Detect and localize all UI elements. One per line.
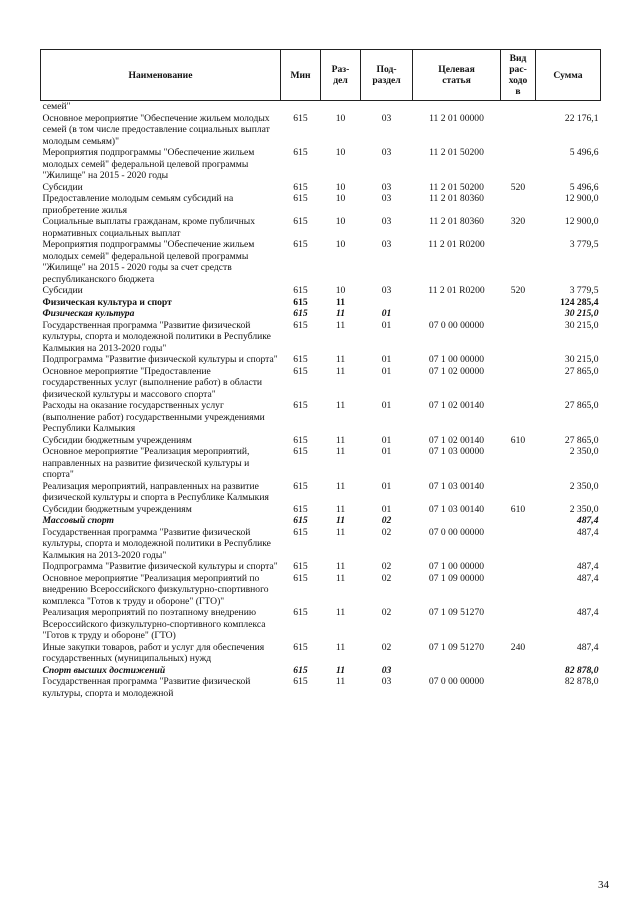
cell-sum: 2 350,0 xyxy=(569,480,599,492)
cell-name: Субсидии xyxy=(42,285,83,296)
cell-razdel: 11 xyxy=(335,515,346,526)
cell-podrazdel: 03 xyxy=(381,193,392,204)
header-name-text: Наименование xyxy=(128,69,193,81)
table-row xyxy=(41,297,601,309)
cell-statya: 11 2 01 R0200 xyxy=(428,285,485,296)
cell-sum: 487,4 xyxy=(576,572,599,584)
cell-razdel: 11 xyxy=(335,572,346,584)
cell-min: 615 xyxy=(293,285,308,296)
cell-razdel: 11 xyxy=(335,503,346,515)
table-row xyxy=(41,676,601,699)
cell-vid xyxy=(501,573,536,608)
table-row xyxy=(41,561,601,573)
table-row xyxy=(41,147,601,182)
cell-podrazdel: 02 xyxy=(381,561,392,572)
cell-sum: 124 285,4 xyxy=(560,296,599,308)
cell-sum: 27 865,0 xyxy=(564,400,599,411)
cell-statya: 11 2 01 80360 xyxy=(429,193,484,204)
header-sum xyxy=(536,50,601,101)
page-number: 34 xyxy=(598,879,609,891)
table-row xyxy=(41,354,601,366)
cell-vid xyxy=(501,527,536,562)
cell-min: 615 xyxy=(293,676,308,687)
cell-razdel: 11 xyxy=(335,434,346,446)
cell-min: 615 xyxy=(293,434,308,446)
cell-statya xyxy=(413,308,501,320)
cell-sum: 82 878,0 xyxy=(564,664,599,676)
cell-razdel: 11 xyxy=(335,296,346,308)
cell-vid: 610 xyxy=(510,434,526,446)
header-podrazdel xyxy=(361,50,413,101)
table-header-row xyxy=(41,50,601,101)
cell-name: Массовый спорт xyxy=(42,515,114,526)
cell-name: семей" xyxy=(42,101,71,112)
table-row xyxy=(41,366,601,401)
cell-sum: 22 176,1 xyxy=(564,112,599,124)
cell-statya: 11 2 01 00000 xyxy=(429,112,484,124)
cell-name: Иные закупки товаров, работ и услуг для обеспечения государственных (муниципальных) нужд xyxy=(42,641,265,664)
cell-sum: 30 215,0 xyxy=(564,354,599,365)
table-row xyxy=(41,481,601,504)
cell-statya: 07 1 03 00140 xyxy=(428,480,485,492)
cell-sum: 487,4 xyxy=(576,561,599,572)
cell-statya: 11 2 01 50200 xyxy=(429,181,484,193)
cell-podrazdel: 01 xyxy=(381,354,392,365)
cell-sum: 12 900,0 xyxy=(564,216,599,227)
cell-razdel: 11 xyxy=(335,354,346,365)
table-row xyxy=(41,607,601,642)
cell-statya: 07 1 03 00140 xyxy=(428,503,485,515)
cell-razdel: 10 xyxy=(335,239,346,250)
cell-name: Государственная программа "Развитие физической культуры, спорта и молодежной политики в Республике Калмыкия на 2013-2020 годы" xyxy=(42,319,271,354)
cell-podrazdel xyxy=(361,297,413,309)
cell-name: Субсидии xyxy=(42,181,83,193)
cell-sum: 2 350,0 xyxy=(569,503,599,515)
cell-sum: 30 215,0 xyxy=(564,308,599,319)
cell-vid xyxy=(501,561,536,573)
cell-sum: 487,4 xyxy=(576,526,599,538)
table-row xyxy=(41,665,601,677)
cell-sum: 12 900,0 xyxy=(564,193,599,204)
table-row xyxy=(41,642,601,665)
cell-razdel: 10 xyxy=(335,147,346,158)
cell-podrazdel: 01 xyxy=(381,503,392,515)
cell-sum: 30 215,0 xyxy=(564,319,599,331)
cell-podrazdel: 01 xyxy=(381,446,392,457)
cell-statya: 11 2 01 50200 xyxy=(429,147,484,158)
cell-razdel: 10 xyxy=(335,285,346,296)
cell-podrazdel: 02 xyxy=(381,515,392,526)
cell-razdel: 11 xyxy=(335,607,346,618)
table-row xyxy=(41,308,601,320)
table-row xyxy=(41,193,601,216)
cell-podrazdel: 03 xyxy=(381,664,392,676)
cell-statya xyxy=(413,297,501,309)
cell-statya xyxy=(413,665,501,677)
cell-sum: 2 350,0 xyxy=(569,446,599,457)
table-row xyxy=(41,515,601,527)
cell-min: 615 xyxy=(293,446,308,457)
table-row xyxy=(41,446,601,481)
cell-vid: 240 xyxy=(510,641,526,653)
table-row xyxy=(41,182,601,194)
cell-name: Спорт высших достижений xyxy=(42,664,166,676)
cell-podrazdel: 01 xyxy=(381,365,392,377)
cell-vid xyxy=(501,147,536,182)
cell-razdel: 11 xyxy=(335,561,346,572)
cell-min xyxy=(281,101,321,113)
cell-min: 615 xyxy=(293,239,308,250)
cell-podrazdel: 03 xyxy=(381,147,392,158)
cell-vid xyxy=(501,665,536,677)
cell-statya xyxy=(413,101,501,113)
cell-sum xyxy=(536,101,601,113)
header-name xyxy=(41,50,281,101)
cell-podrazdel: 03 xyxy=(381,216,392,227)
cell-min: 615 xyxy=(293,319,308,331)
cell-vid xyxy=(501,354,536,366)
cell-razdel: 11 xyxy=(335,480,346,492)
table-row xyxy=(41,101,601,113)
header-sum-text: Сумма xyxy=(553,69,583,81)
cell-razdel: 11 xyxy=(335,400,346,411)
cell-razdel xyxy=(321,101,361,113)
cell-podrazdel: 03 xyxy=(381,181,392,193)
cell-statya: 07 0 00 00000 xyxy=(428,676,485,687)
cell-min: 615 xyxy=(293,296,308,308)
cell-vid xyxy=(501,193,536,216)
cell-min: 615 xyxy=(293,526,308,538)
table-row xyxy=(41,400,601,435)
header-razdel xyxy=(321,50,361,101)
cell-podrazdel: 01 xyxy=(381,319,392,331)
cell-statya: 07 1 09 00000 xyxy=(428,572,485,584)
cell-min: 615 xyxy=(293,515,308,526)
cell-sum: 487,4 xyxy=(576,607,599,618)
cell-podrazdel: 03 xyxy=(381,239,392,250)
cell-name: Основное мероприятие "Реализация мероприятий, направленных на развитие физической культуры и спорта" xyxy=(42,446,250,480)
cell-podrazdel: 03 xyxy=(381,285,392,296)
cell-podrazdel: 03 xyxy=(381,676,392,687)
cell-statya: 07 1 00 00000 xyxy=(428,354,485,365)
cell-razdel: 10 xyxy=(335,112,346,124)
cell-razdel: 11 xyxy=(335,641,346,653)
cell-statya: 07 0 00 00000 xyxy=(428,526,485,538)
cell-vid xyxy=(501,113,536,148)
cell-vid xyxy=(501,297,536,309)
cell-name: Предоставление молодым семьям субсидий на приобретение жилья xyxy=(42,193,234,216)
cell-sum: 487,4 xyxy=(576,641,599,653)
header-vid xyxy=(501,50,536,101)
cell-name: Основное мероприятие "Обеспечение жильем молодых семей (в том числе предоставление социальных выплат молодым семьям)" xyxy=(42,112,270,147)
cell-min: 615 xyxy=(293,216,308,227)
cell-podrazdel xyxy=(361,101,413,113)
cell-vid: 520 xyxy=(510,181,526,193)
cell-name: Основное мероприятие "Предоставление государственных услуг (выполнение работ) в области физической культуры и массового спорта" xyxy=(42,365,263,400)
cell-podrazdel: 02 xyxy=(381,526,392,538)
cell-sum: 3 779,5 xyxy=(569,239,599,250)
table-row xyxy=(41,435,601,447)
cell-statya: 07 1 02 00140 xyxy=(428,400,485,411)
cell-name: Государственная программа "Развитие физической культуры, спорта и молодежной политики в Республике Калмыкия на 2013-2020 годы" xyxy=(42,526,271,561)
cell-name: Мероприятия подпрограммы "Обеспечение жильем молодых семей" федеральной целевой программы "Жилище" на 2015 - 2020 годы за счет средств республиканского бюджета xyxy=(42,239,255,285)
cell-razdel: 11 xyxy=(335,664,346,676)
cell-min: 615 xyxy=(293,400,308,411)
cell-min: 615 xyxy=(293,112,308,124)
cell-vid xyxy=(501,239,536,285)
cell-min: 615 xyxy=(293,561,308,572)
table-row xyxy=(41,239,601,285)
cell-vid xyxy=(501,607,536,642)
cell-razdel: 10 xyxy=(335,181,346,193)
cell-statya: 07 1 09 51270 xyxy=(428,607,485,618)
cell-statya: 11 2 01 R0200 xyxy=(428,239,485,250)
cell-min: 615 xyxy=(293,664,308,676)
cell-podrazdel: 01 xyxy=(381,400,392,411)
cell-min: 615 xyxy=(293,365,308,377)
cell-name: Субсидии бюджетным учреждениям xyxy=(42,503,192,515)
cell-name: Социальные выплаты гражданам, кроме публичных нормативных социальных выплат xyxy=(42,216,256,239)
cell-min: 615 xyxy=(293,354,308,365)
cell-vid xyxy=(501,446,536,481)
cell-vid xyxy=(501,481,536,504)
cell-podrazdel: 02 xyxy=(381,572,392,584)
budget-table xyxy=(40,49,601,699)
cell-sum: 27 865,0 xyxy=(564,365,599,377)
cell-podrazdel: 02 xyxy=(381,607,392,618)
cell-min: 615 xyxy=(293,193,308,204)
cell-name: Физическая культура и спорт xyxy=(42,296,172,308)
cell-statya: 07 1 02 00000 xyxy=(428,365,485,377)
cell-podrazdel: 02 xyxy=(381,641,392,653)
cell-sum: 487,4 xyxy=(576,515,599,526)
table-row xyxy=(41,504,601,516)
header-min xyxy=(281,50,321,101)
cell-podrazdel: 01 xyxy=(381,434,392,446)
cell-vid xyxy=(501,400,536,435)
cell-vid xyxy=(501,101,536,113)
cell-statya: 07 1 09 51270 xyxy=(428,641,485,653)
cell-razdel: 11 xyxy=(335,676,346,687)
cell-podrazdel: 01 xyxy=(381,480,392,492)
cell-name: Основное мероприятие "Реализация мероприятий по внедрению Всероссийского физкультурно-спортивного комплекса "Готов к труду и обороне" (ГТО)" xyxy=(42,572,269,607)
cell-min: 615 xyxy=(293,641,308,653)
table-row xyxy=(41,320,601,355)
cell-name: Реализация мероприятий по поэтапному внедрению Всероссийского физкультурно-спортивного комплекса "Готов к труду и обороне" (ГТО) xyxy=(42,607,266,641)
table-row xyxy=(41,113,601,148)
cell-razdel: 11 xyxy=(335,446,346,457)
cell-vid xyxy=(501,515,536,527)
header-razdel-text: Раз- дел xyxy=(331,64,350,86)
header-statya xyxy=(413,50,501,101)
cell-vid: 610 xyxy=(510,503,526,515)
cell-name: Реализация мероприятий, направленных на развитие физической культуры и спорта в Республике Калмыкия xyxy=(42,480,269,503)
cell-name: Расходы на оказание государственных услуг (выполнение работ) государственными учреждениями Республики Калмыкия xyxy=(42,400,265,434)
cell-name: Мероприятия подпрограммы "Обеспечение жильем молодых семей" федеральной целевой программы "Жилище" на 2015 - 2020 годы xyxy=(42,147,255,181)
cell-razdel: 10 xyxy=(335,193,346,204)
cell-name: Подпрограмма "Развитие физической культуры и спорта" xyxy=(42,561,278,572)
header-vid-text: Вид рас- ходо в xyxy=(508,53,528,97)
cell-name: Государственная программа "Развитие физической культуры, спорта и молодежной xyxy=(42,676,251,699)
cell-name: Физическая культура xyxy=(42,308,135,319)
cell-min: 615 xyxy=(293,480,308,492)
cell-razdel: 11 xyxy=(335,365,346,377)
cell-vid xyxy=(501,366,536,401)
header-statya-text: Целевая статья xyxy=(438,64,475,86)
cell-statya: 07 1 03 00000 xyxy=(428,446,485,457)
cell-razdel: 10 xyxy=(335,216,346,227)
cell-sum: 5 496,6 xyxy=(569,181,599,193)
cell-razdel: 11 xyxy=(335,319,346,331)
table-row xyxy=(41,527,601,562)
cell-podrazdel: 01 xyxy=(381,308,392,319)
cell-name: Субсидии бюджетным учреждениям xyxy=(42,434,192,446)
cell-min: 615 xyxy=(293,572,308,584)
cell-statya: 07 1 02 00140 xyxy=(428,434,485,446)
cell-min: 615 xyxy=(293,503,308,515)
header-podrazdel-text: Под- раздел xyxy=(372,64,401,86)
cell-sum: 3 779,5 xyxy=(569,285,599,296)
cell-vid xyxy=(501,676,536,699)
cell-sum: 5 496,6 xyxy=(569,147,599,158)
table-row xyxy=(41,216,601,239)
cell-min: 615 xyxy=(293,308,308,319)
cell-statya: 11 2 01 80360 xyxy=(429,216,484,227)
cell-statya: 07 1 00 00000 xyxy=(428,561,485,572)
cell-statya xyxy=(413,515,501,527)
table-row xyxy=(41,573,601,608)
cell-vid xyxy=(501,308,536,320)
cell-min: 615 xyxy=(293,147,308,158)
cell-min: 615 xyxy=(293,607,308,618)
table-row xyxy=(41,285,601,297)
cell-podrazdel: 03 xyxy=(381,112,392,124)
cell-vid: 320 xyxy=(510,216,526,227)
header-min-text: Мин xyxy=(290,69,311,81)
cell-sum: 82 878,0 xyxy=(564,676,599,687)
cell-statya: 07 0 00 00000 xyxy=(428,319,485,331)
cell-vid: 520 xyxy=(510,285,526,296)
cell-name: Подпрограмма "Развитие физической культуры и спорта" xyxy=(42,354,278,365)
cell-razdel: 11 xyxy=(335,308,346,319)
table-body xyxy=(41,101,601,700)
cell-min: 615 xyxy=(293,181,308,193)
cell-vid xyxy=(501,320,536,355)
cell-razdel: 11 xyxy=(335,526,346,538)
cell-sum: 27 865,0 xyxy=(564,434,599,446)
